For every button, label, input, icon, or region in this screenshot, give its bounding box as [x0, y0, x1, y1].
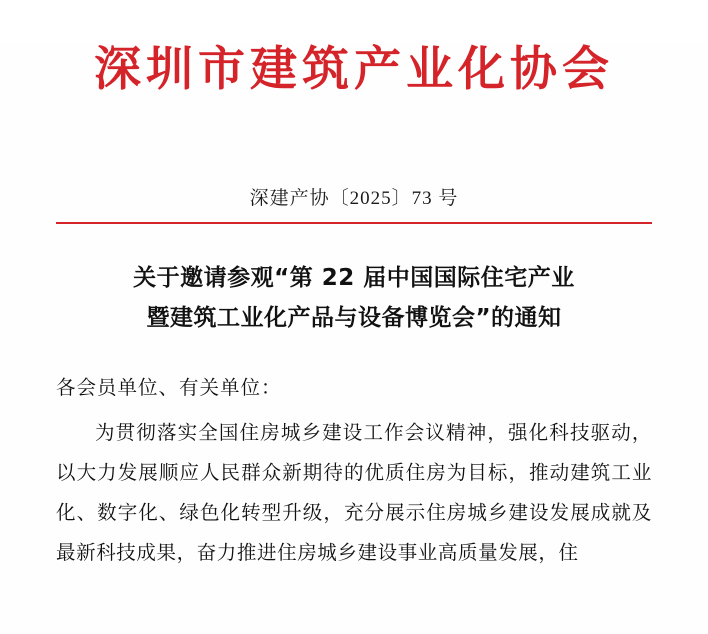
- red-divider-rule: [56, 222, 652, 224]
- body-text: [56, 414, 652, 574]
- organization-title: 深圳市建筑产业化协会: [94, 42, 614, 97]
- salutation: 各会员单位、有关单位：: [56, 378, 282, 400]
- document-page: [0, 44, 708, 634]
- body-paragraph-1: 为贯彻落实全国住房城乡建设工作会议精神，强化科技驱动，以大力发展顺应人民群众新期待的优质住房为目标，推动建筑工业化、数字化、绿色化转型升级，充分展示住房城乡建设发展成就及最新科技成果，奋力推进住房城乡建设事业高质量发展，住: [56, 423, 652, 565]
- document-title: [56, 258, 652, 339]
- document-title-line-2: 暨建筑工业化产品与设备博览会”的通知: [146, 304, 562, 331]
- document-title-line-1: 关于邀请参观“第 22 届中国国际住宅产业: [133, 264, 575, 291]
- document-number: 深建产协〔2025〕73 号: [249, 187, 459, 209]
